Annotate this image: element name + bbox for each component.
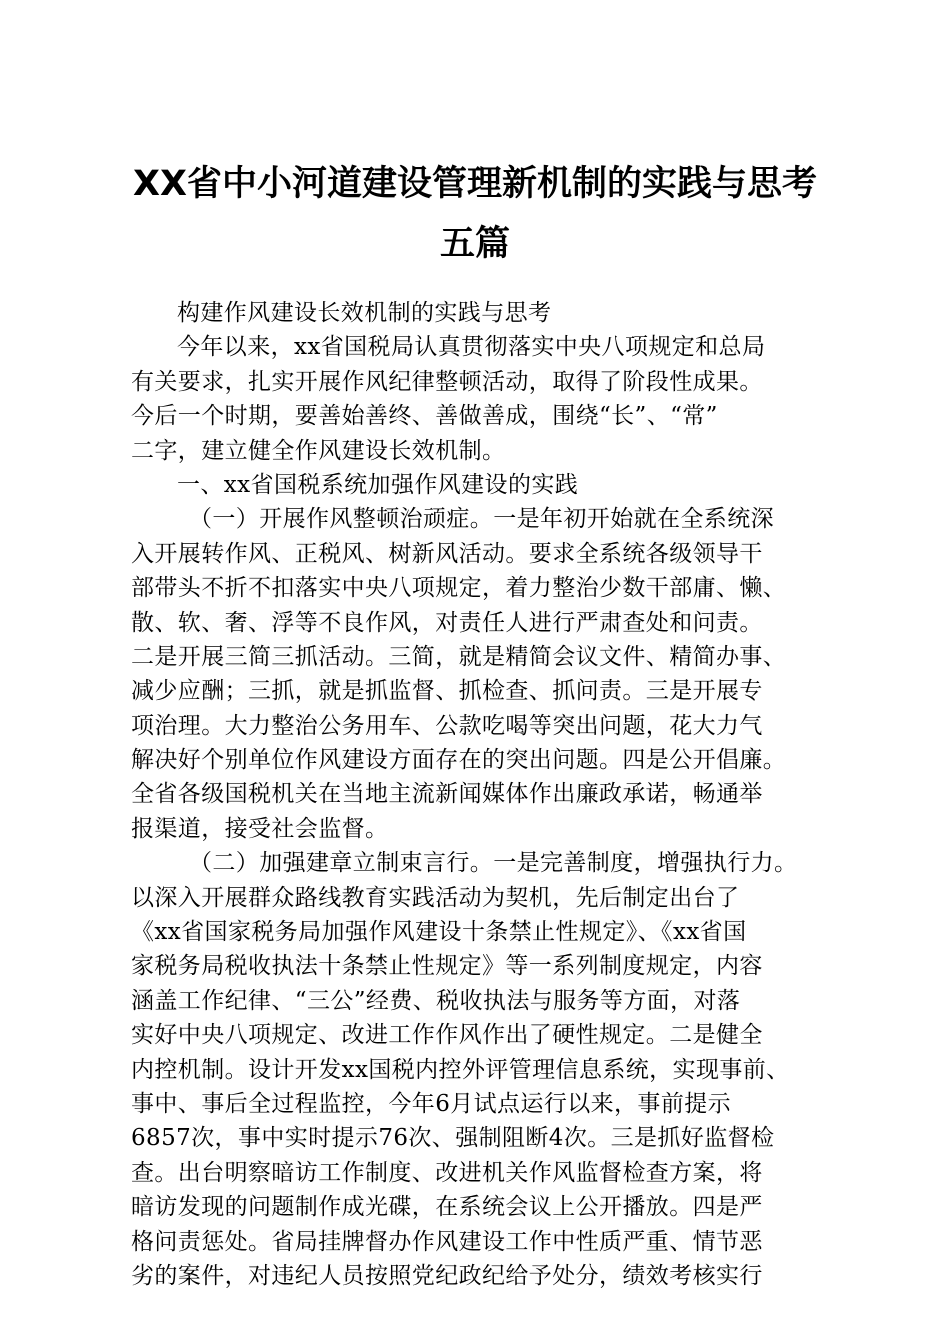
paragraph-line: 解决好个别单位作风建设方面存在的突出问题。四是公开倡廉。 xyxy=(131,747,787,774)
section-heading: 一、xx省国税系统加强作风建设的实践 xyxy=(177,471,579,498)
paragraph-line: 涵盖工作纪律、“三公”经费、税收执法与服务等方面，对落 xyxy=(131,987,741,1014)
paragraph-line: 入开展转作风、正税风、树新风活动。要求全系统各级领导干 xyxy=(131,540,763,567)
paragraph-line: （二）加强建章立制束言行。一是完善制度，增强执行力。 xyxy=(189,850,798,877)
paragraph-line: 报渠道，接受社会监督。 xyxy=(131,815,389,842)
paragraph-line: （一）开展作风整顿治顽症。一是年初开始就在全系统深 xyxy=(189,506,774,533)
paragraph-line: 《xx省国家税务局加强作风建设十条禁止性规定》、《xx省国 xyxy=(131,919,747,946)
paragraph-line: 以深入开展群众路线教育实践活动为契机，先后制定出台了 xyxy=(131,884,740,911)
paragraph-line: 格问责惩处。省局挂牌督办作风建设工作中性质严重、情节恶 xyxy=(131,1228,763,1255)
paragraph-line: 项治理。大力整治公务用车、公款吃喝等突出问题，花大力气 xyxy=(131,712,763,739)
paragraph-line: 全省各级国税机关在当地主流新闻媒体作出廉政承诺，畅通举 xyxy=(131,781,763,808)
document-body xyxy=(131,296,831,1293)
paragraph-line: 减少应酬；三抓，就是抓监督、抓检查、抓问责。三是开展专 xyxy=(131,678,763,705)
paragraph-line: 暗访发现的问题制作成光碟，在系统会议上公开播放。四是严 xyxy=(131,1194,763,1221)
paragraph-line: 查。出台明察暗访工作制度、改进机关作风监督检查方案，将 xyxy=(131,1159,763,1186)
section-heading: 构建作风建设长效机制的实践与思考 xyxy=(177,300,552,326)
paragraph-line: 内控机制。设计开发xx国税内控外评管理信息系统，实现事前、 xyxy=(131,1056,790,1083)
paragraph-line: 劣的案件，对违纪人员按照党纪政纪给予处分，绩效考核实行 xyxy=(131,1262,763,1289)
paragraph-line: 6857次，事中实时提示76次、强制阻断4次。三是抓好监督检 xyxy=(131,1125,775,1152)
paragraph-line: 部带头不折不扣落实中央八项规定，着力整治少数干部庸、懒、 xyxy=(131,575,787,602)
document-title-line-1: XX省中小河道建设管理新机制的实践与思考 xyxy=(133,164,817,204)
paragraph-line: 今年以来，xx省国税局认真贯彻落实中央八项规定和总局 xyxy=(177,334,766,361)
paragraph-line: 有关要求，扎实开展作风纪律整顿活动，取得了阶段性成果。 xyxy=(131,368,763,395)
paragraph-line: 家税务局税收执法十条禁止性规定》等一系列制度规定，内容 xyxy=(131,953,763,980)
paragraph-line: 二字，建立健全作风建设长效机制。 xyxy=(131,437,506,464)
paragraph-line: 散、软、奢、浮等不良作风，对责任人进行严肃查处和问责。 xyxy=(131,609,763,636)
paragraph-line: 实好中央八项规定、改进工作作风作出了硬性规定。二是健全 xyxy=(131,1022,763,1049)
paragraph-line: 二是开展三简三抓活动。三简，就是精简会议文件、精简办事、 xyxy=(131,643,787,670)
document-title-line-2: 五篇 xyxy=(439,224,510,264)
paragraph-line: 事中、事后全过程监控，今年6月试点运行以来，事前提示 xyxy=(131,1090,732,1117)
paragraph-line: 今后一个时期，要善始善终、善做善成，围绕“长”、“常” xyxy=(131,403,718,430)
